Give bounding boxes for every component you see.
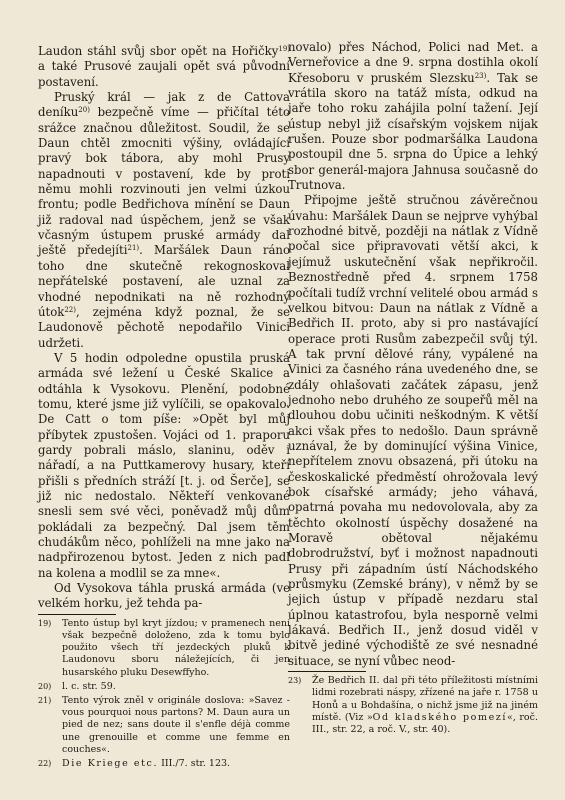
footnote-number: 22)	[38, 758, 52, 768]
right-body-text	[288, 40, 538, 669]
body-paragraph: Laudon stáhl svůj sbor opět na Hořičky$^{19)}$ a také Prusové zaujali opět svá původní postavení.	[38, 44, 290, 89]
footnote-marker: 23)	[474, 71, 487, 80]
footnote-marker: 20)	[78, 106, 90, 115]
footnote-marker: 22)	[64, 305, 76, 314]
footnote-marker: 21)	[127, 244, 140, 253]
footnote-text: Die Kriege etc. III./7. str. 123.	[62, 757, 231, 769]
footnote-number: 20)	[38, 681, 52, 691]
footnote-rule	[288, 671, 366, 672]
footnote-text: Že Bedřich II. dal při této příležitosti místními lidmi rozebrati náspy, zřízené na jaře r. 1758 u Honů a u Bohdašína, o nichž jsme již na jiném místě. (Viz »Od kladského pomezí«, roč. III., str. 22, a roč. V., str. 40).	[312, 675, 538, 735]
footnote	[38, 681, 290, 693]
footnote	[288, 675, 538, 736]
right-footnotes	[288, 675, 538, 736]
right-column	[288, 40, 538, 738]
footnote	[38, 695, 290, 756]
footnote-marker: 19)	[278, 45, 290, 53]
footnote	[38, 618, 290, 679]
body-paragraph: Připojme ještě stručnou závěrečnou úvahu: Maršálek Daun se nejprve vyhýbal rozhodné bitvě, později na nátlak z Vídně počal sice připravovati větší akci, k jejímuž uskutečnění však nepřikročil. Beznostředně před 4. srpnem 1758 počítali tudíž vrchní velitelé obou armád s velkou bitvou: Daun na nátlak z Vídně a Bedřich II. proto, aby si pro nastávající operace proti Rusům zabezpečil svůj týl. A tak první dělové rány, vypálené na Vinici za časného rána uvedeného dne, se zdály ohlašovati začátek zápasu, jenž jednoho nebo druhého ze soupeřů měl na dlouhou dobu učiniti neškodným. K větší akci však přes to nedošlo. Daun správně uznával, že by dominující výšina Vinice, nepřítelem znovu obsazená, při útoku na českoskalické předměstí ohrožovala levý bok císařské armády; jeho váhavá, opatrná povaha mu nedovolovala, aby za těchto okolností úspěchy dosažené na Moravě obětoval nějakému dobrodružství, byť i možnost napadnouti Prusy při západním ústí Náchodského průsmyku (Zemské brány), v němž by se jejich ústup v případě nezdaru stal úplnou katastrofou, byla nesporně velmi lákavá. Bedřich II., jenž dosud viděl v bitvě jediné východiště ze své nesnadné situace, se nyní vůbec neod-	[288, 193, 538, 668]
body-paragraph: novalo) přes Náchod, Polici nad Met. a Verneřovice a dne 9. srpna dostihla okolí Křesoboru v pruském Slezsku$^{23)}$. Tak se vrátila skoro na tatáž místa, odkud na jaře toho roku zahájila polní tažení. Její ústup nebyl již císařským vojskem nijak rušen. Pouze sbor podmaršálka Laudona postoupil dne 5. srpna do Úpice a lehký sbor generál-majora Jahnusa současně do Trutnova.	[288, 40, 538, 193]
body-paragraph: Od Vysokova táhla pruská armáda (ve velkém horku, jež tehda pa-	[38, 581, 290, 611]
footnote-number: 21)	[38, 695, 52, 705]
left-footnotes	[38, 618, 290, 770]
footnote-text: Tento ústup byl kryt jízdou; v pramenech není však bezpečně doloženo, zda k tomu bylo použito všech tří jezdeckých pluků k Laudonovu sboru náležejících, či jen husarského pluku Desewffyho.	[62, 617, 290, 678]
footnote-rule	[38, 614, 116, 615]
left-body-text	[38, 44, 290, 612]
left-column	[38, 44, 290, 772]
footnote	[38, 758, 290, 770]
footnote-text: Tento výrok zněl v originále doslova: »Savez - vous pourquoi nous partons? M. Daun aura un pied de nez; sans doute il s'enfle déjà comme une grenouille et comme une femme en couches«.	[62, 694, 290, 755]
footnote-text: l. c. str. 59.	[62, 680, 116, 692]
body-paragraph: Pruský král — jak z de Cattova deníku$^{20)}$ bezpečně víme — přičítal této srážce značnou důležitost. Soudil, že se Daun chtěl zmocniti výšiny, ovládající pravý bok tábora, aby mohl Prusy napadnouti v postavení, kde by proti němu mohli rozvinouti jen velmi úzkou frontu; podle Bedřichova mínění se Daun již radoval nad úspěchem, jenž se však včasným ústupem pruské armády dal ještě předejíti$^{21)}$. Maršálek Daun ráno toho dne skutečně rekognoskoval nepřátelské postavení, ale uznal za vhodné nepodnikati na ně rozhodný útok$^{22)}$, zejména když poznal, že se Laudonově pěchotě nepodařilo Vinici udržeti.	[38, 90, 290, 350]
footnote-number: 19)	[38, 618, 52, 628]
body-paragraph: V 5 hodin odpoledne opustila pruská armáda své ležení u České Skalice a odtáhla k Vysokovu. Plenění, podobné tomu, které jsme již vylíčili, se opakovalo. De Catt o tom píše: »Opět byl můj příbytek zpustošen. Vojáci od 1. praporu gardy pobrali máslo, slaninu, oděv i nářadí, a na Puttkamerovy husary, kteří přišli s předních stráží [t. j. od Šerče], se již nic nedostalo. Někteří venkované snesli sem své věci, poněvadž můj dům pokládali za bezpečný. Dal jsem těm chudákům něco, pohlíželi na mne jako na nadpřirozenou bytost. Jeden z nich padl na kolena a modlil se za mne«.	[38, 350, 290, 580]
footnote-number: 23)	[288, 676, 302, 686]
